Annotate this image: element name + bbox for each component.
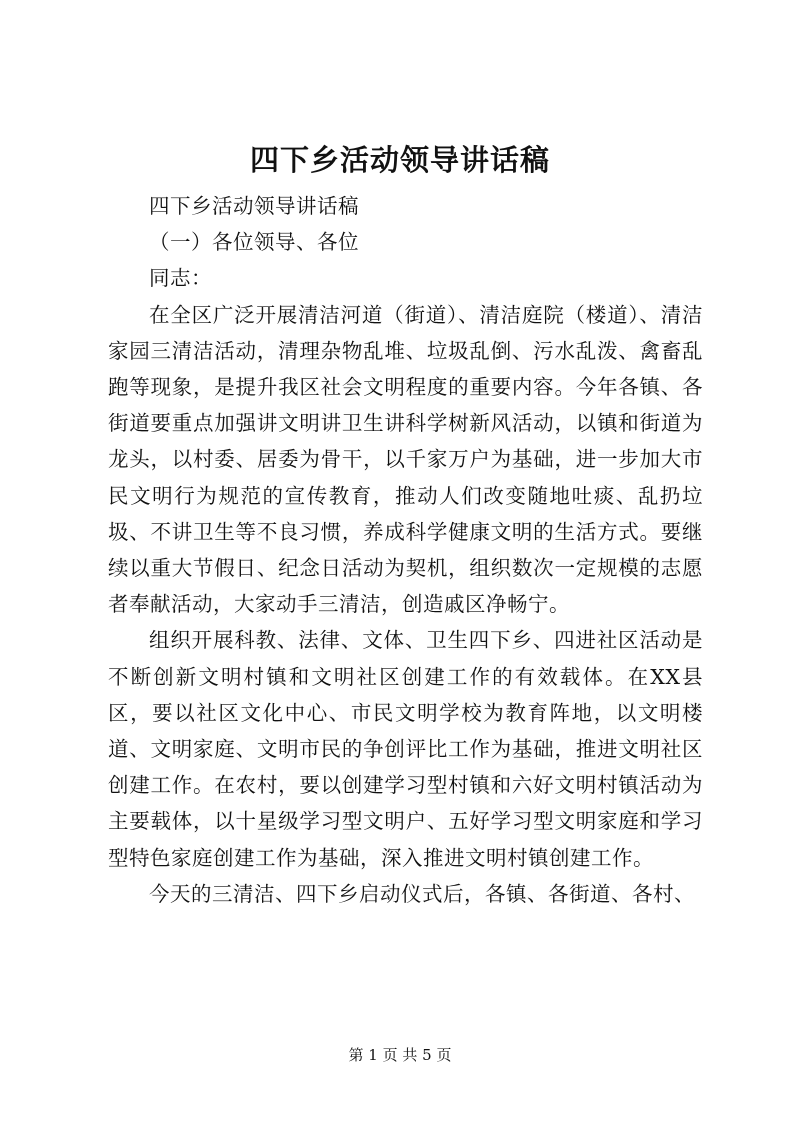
document-body bbox=[108, 188, 703, 912]
paragraph-body-1: 在全区广泛开展清洁河道（街道）、清洁庭院（楼道）、清洁家园三清洁活动，清理杂物乱堆、垃圾乱倒、污水乱泼、禽畜乱跑等现象，是提升我区社会文明程度的重要内容。今年各镇、各街道要重点加强讲文明讲卫生讲科学树新风活动，以镇和街道为龙头，以村委、居委为骨干，以千家万户为基础，进一步加大市民文明行为规范的宣传教育，推动人们改变随地吐痰、乱扔垃圾、不讲卫生等不良习惯，养成科学健康文明的生活方式。要继续以重大节假日、纪念日活动为契机，组织数次一定规模的志愿者奉献活动，大家动手三清洁，创造戚区净畅宁。 bbox=[108, 302, 703, 617]
paragraph-salutation-line2: 同志： bbox=[149, 266, 212, 291]
paragraph-salutation-line1: （一）各位领导、各位 bbox=[149, 230, 359, 255]
paragraph-body-2: 组织开展科教、法律、文体、卫生四下乡、四进社区活动是不断创新文明村镇和文明社区创建工作的有效载体。在XX县区，要以社区文化中心、市民文明学校为教育阵地，以文明楼道、文明家庭、文明市民的争创评比工作为基础，推进文明社区创建工作。在农村，要以创建学习型村镇和六好文明村镇活动为主要载体，以十星级学习型文明户、五好学习型文明家庭和学习型特色家庭创建工作为基础，深入推进文明村镇创建工作。 bbox=[108, 628, 703, 870]
page-title: 四下乡活动领导讲话稿 bbox=[249, 143, 550, 177]
page-number-footer: 第 1 页 共 5 页 bbox=[348, 1046, 452, 1064]
paragraph-body-3: 今天的三清洁、四下乡启动仪式后，各镇、各街道、各村、 bbox=[149, 881, 695, 906]
paragraph-subtitle: 四下乡活动领导讲话稿 bbox=[149, 194, 359, 218]
